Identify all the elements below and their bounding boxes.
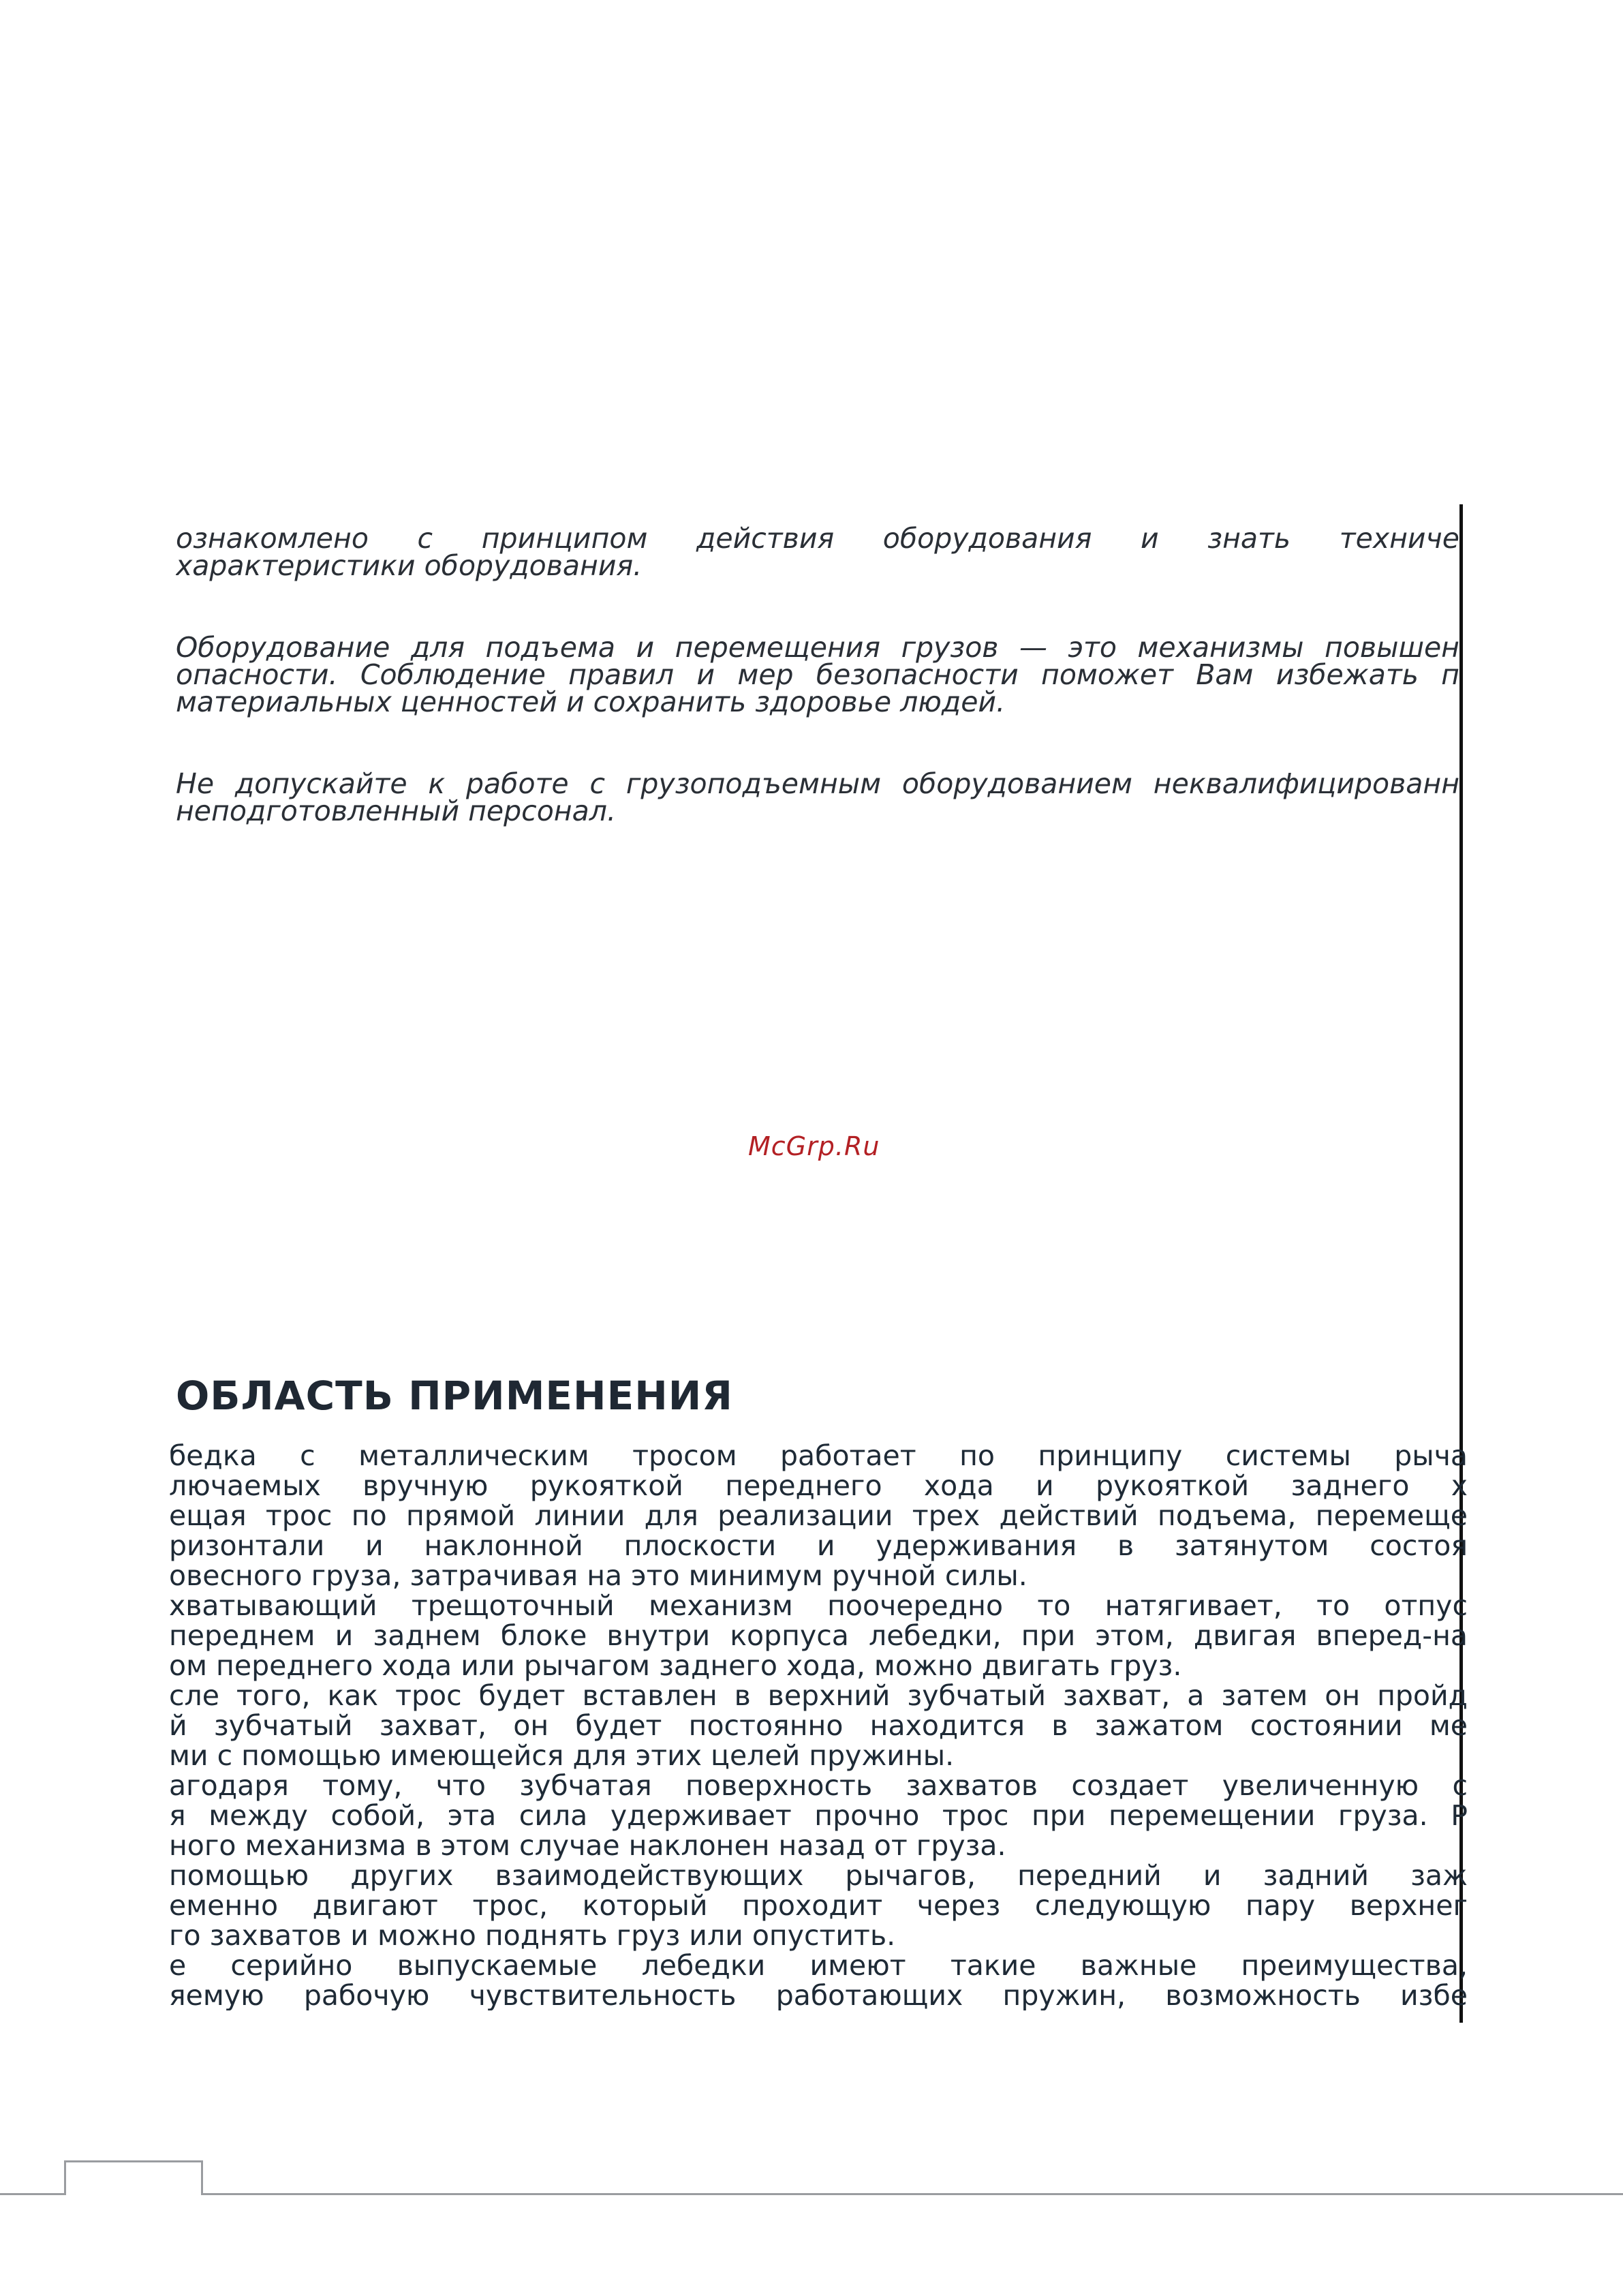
text-line: неподготовленный персонал.	[176, 795, 616, 827]
footer-rule	[0, 2193, 1623, 2195]
text-line: материальных ценностей и сохранить здоровье людей.	[176, 686, 1006, 718]
page-number-tab	[64, 2160, 203, 2195]
text-line: я между собой, эта сила удерживает прочно трос при перемещении груза. Р	[169, 1799, 1468, 1832]
text-line: ещая трос по прямой линии для реализации трех действий подъема, перемеще	[169, 1499, 1468, 1532]
text-line: ного механизма в этом случае наклонен назад от груза.	[169, 1829, 1006, 1862]
text-line: ом переднего хода или рычагом заднего хода, можно двигать груз.	[169, 1649, 1182, 1682]
intro-block	[176, 525, 1459, 879]
section-title: ОБЛАСТЬ ПРИМЕНЕНИЯ	[176, 1373, 733, 1419]
text-line: Не допускайте к работе с грузоподъемным оборудованием неквалифицированн	[176, 767, 1459, 800]
text-line: ризонтали и наклонной плоскости и удерживания в затянутом состоя	[169, 1529, 1468, 1562]
text-line: помощью других взаимодействующих рычагов, передний и задний заж	[169, 1859, 1468, 1892]
text-line: яемую рабочую чувствительность работающих пружин, возможность избе	[169, 1979, 1468, 2010]
text-line: го захватов и можно поднять груз или опустить.	[169, 1919, 896, 1952]
text-line: е серийно выпускаемые лебедки имеют такие важные преимущества,	[169, 1949, 1468, 1982]
text-line: агодаря тому, что зубчатая поверхность захватов создает увеличенную с	[169, 1769, 1468, 1802]
text-line: опасности. Соблюдение правил и мер безопасности поможет Вам избежать п	[176, 658, 1459, 691]
intro-paragraph-3	[176, 767, 1459, 827]
text-line: ми с помощью имеющейся для этих целей пружины.	[169, 1739, 955, 1772]
text-line: ознакомлено с принципом действия оборудования и знать техниче	[176, 525, 1459, 555]
intro-paragraph-1	[176, 525, 1459, 582]
text-line: хватывающий трещоточный механизм поочередно то натягивает, то отпус	[169, 1589, 1468, 1622]
text-line: переднем и заднем блоке внутри корпуса лебедки, при этом, двигая вперед-на	[169, 1619, 1468, 1652]
text-line: лючаемых вручную рукояткой переднего хода и рукояткой заднего х	[169, 1469, 1468, 1502]
text-line: сле того, как трос будет вставлен в верхний зубчатый захват, а затем он пройд	[169, 1679, 1468, 1712]
text-line: еменно двигают трос, который проходит через следующую пару верхнег	[169, 1889, 1468, 1922]
text-line: бедка с металлическим тросом работает по принципу системы рыча	[169, 1441, 1468, 1472]
text-line: й зубчатый захват, он будет постоянно находится в зажатом состоянии ме	[169, 1709, 1468, 1742]
intro-paragraph-2	[176, 631, 1459, 718]
text-line: характеристики оборудования.	[176, 549, 643, 582]
watermark-link[interactable]: McGrp.Ru	[748, 1131, 880, 1161]
text-line: овесного груза, затрачивая на это минимум ручной силы.	[169, 1559, 1027, 1592]
text-line: Оборудование для подъема и перемещения грузов — это механизмы повышен	[176, 631, 1459, 664]
section-body	[169, 1441, 1468, 2010]
